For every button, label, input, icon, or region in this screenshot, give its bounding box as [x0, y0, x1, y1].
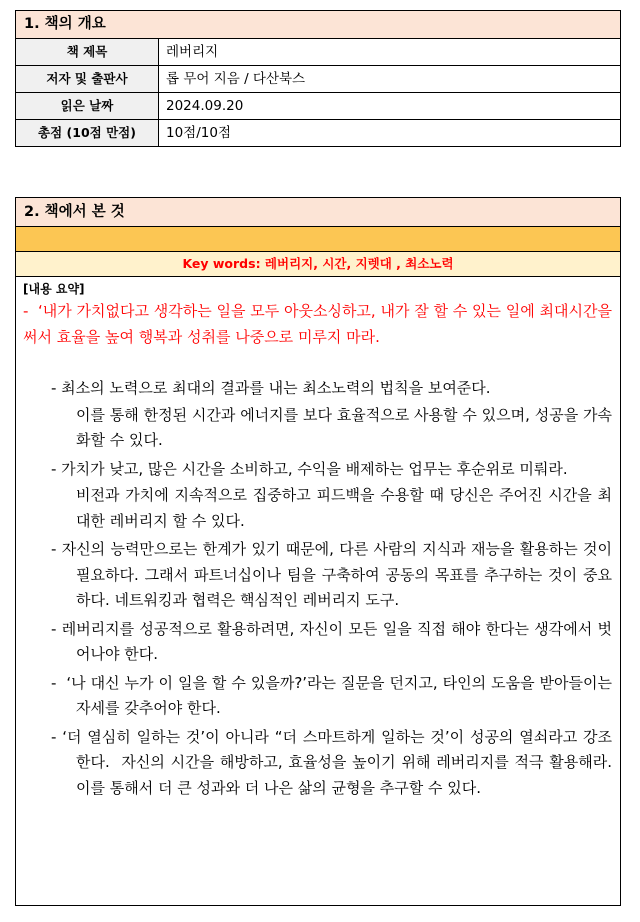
- summary-item: [51, 376, 612, 454]
- summary-item: [51, 457, 612, 535]
- summary-item: [51, 537, 617, 614]
- row-label: 저자 및 출판사: [16, 66, 159, 92]
- blank-line: [23, 350, 612, 376]
- summary-quote: - ‘내가 가치없다고 생각하는 일을 모두 아웃소싱하고, 내가 잘 할 수 있는 일에 최대시간을 써서 효율을 높여 행복과 성취를 나중으로 미루지 마라.: [23, 302, 617, 346]
- row-value: 롭 무어 지음 / 다산북스: [166, 71, 306, 87]
- summary-item-detail: 이를 통해 한정된 시간과 에너지를 보다 효율적으로 사용할 수 있으며, 성공을 가속화할 수 있다.: [76, 405, 612, 449]
- summary-item-text: - ‘나 대신 누가 이 일을 할 수 있을까?’라는 질문을 던지고, 타인의 도움을 받아들이는 자세를 갖추어야 한다.: [51, 673, 617, 717]
- row-value: 레버리지: [166, 44, 219, 60]
- summary-item: [51, 671, 617, 722]
- overview-row-author-publisher: [16, 66, 620, 93]
- row-label: 책 제목: [16, 39, 159, 65]
- notes-title: 2. 책에서 본 것: [16, 198, 620, 227]
- summary-item-text: - 가치가 낮고, 많은 시간을 소비하고, 수익을 배제하는 업무는 후순위로 미뤄라.: [51, 459, 568, 478]
- summary-item-text: - 자신의 능력만으로는 한계가 있기 때문에, 다른 사람의 지식과 재능을 활용하는 것이 필요하다. 그래서 파트너십이나 팀을 구축하여 공동의 목표를 추구하는 것이 중요하다. 네트워킹과 협력은 핵심적인 레버리지 도구.: [51, 540, 617, 609]
- summary-item: [51, 617, 612, 668]
- row-value: 10점/10점: [166, 125, 231, 141]
- row-label: 총점 (10점 만점): [16, 120, 159, 146]
- summary-item-detail: 비전과 가치에 지속적으로 집중하고 피드백을 수용할 때 당신은 주어진 시간을 최대한 레버리지 할 수 있다.: [76, 486, 612, 530]
- overview-row-read-date: [16, 93, 620, 120]
- summary-item-text: - 최소의 노력으로 최대의 결과를 내는 최소노력의 법칙을 보여준다.: [51, 379, 491, 397]
- notes-section: [15, 197, 621, 906]
- keywords-banner: Key words: 레버리지, 시간, 지렛대 , 최소노력: [16, 252, 620, 277]
- overview-row-score: [16, 120, 620, 146]
- overview-title: 1. 책의 개요: [16, 11, 620, 39]
- overview-row-book-title: [16, 39, 620, 66]
- row-label: 읽은 날짜: [16, 93, 159, 119]
- summary-item-text: - 레버리지를 성공적으로 활용하려면, 자신이 모든 일을 직접 해야 한다는 생각에서 벗어나야 한다.: [51, 619, 612, 663]
- summary-item-text: - ‘더 열심히 일하는 것’이 아니라 “더 스마트하게 일하는 것’이 성공의 열쇠라고 강조한다. 자신의 시간을 해방하고, 효율성을 높이기 위해 레버리지를 적극 활용해라. 이를 통해서 더 큰 성과와 더 나은 삶의 균형을 추구할 수 있다.: [51, 727, 617, 797]
- row-value: 2024.09.20: [166, 98, 244, 114]
- notes-body: [16, 277, 620, 801]
- overview-table: [15, 10, 621, 147]
- summary-label: [내용 요약]: [23, 282, 85, 296]
- summary-item: [51, 725, 617, 802]
- highlight-band: [16, 227, 620, 252]
